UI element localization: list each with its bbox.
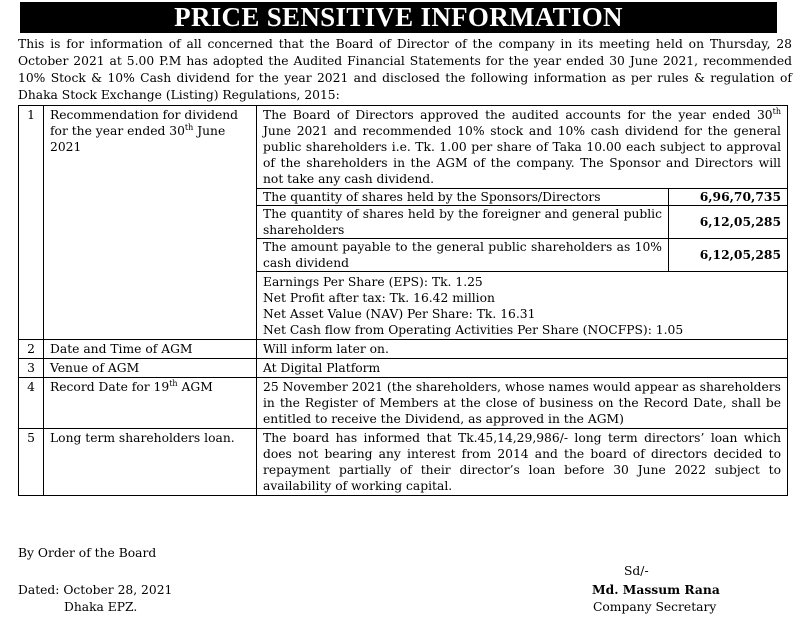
table-row bbox=[19, 359, 788, 378]
row-label: Venue of AGM bbox=[44, 359, 257, 378]
label-superscript: th bbox=[169, 378, 178, 388]
intro-paragraph: This is for information of all concerned that the Board of Director of the company in its meeting held on Thursday, 28 October 2021 at 5.00 P.M has adopted the Audited Financial Statements for the year ended 30 June 2021, recommended 10% Stock & 10% Cash dividend for the year 2021 and disclosed the following information as per rules & regulation of Dhaka Stock Exchange (Listing) Regulations, 2015: bbox=[18, 37, 792, 102]
table-row bbox=[19, 340, 788, 359]
row-description: Will inform later on. bbox=[257, 340, 788, 359]
shareholding-value: 6,12,05,285 bbox=[669, 239, 788, 272]
label-text: Recommendation for dividend for the year ended 30 bbox=[50, 108, 239, 138]
page-title: PRICE SENSITIVE INFORMATION bbox=[20, 2, 777, 33]
order-of-board: By Order of the Board bbox=[18, 546, 157, 560]
table-row bbox=[19, 106, 788, 340]
row-label: Date and Time of AGM bbox=[44, 340, 257, 359]
dated-line: Dated: October 28, 2021 bbox=[18, 583, 173, 597]
metric-line: Net Cash flow from Operating Activities Per Share (NOCFPS): 1.05 bbox=[263, 323, 684, 337]
label-text-end: June 2021 bbox=[50, 124, 226, 154]
row-label bbox=[44, 106, 257, 340]
shareholding-value: 6,96,70,735 bbox=[669, 189, 788, 206]
shareholding-table bbox=[257, 188, 787, 271]
shareholding-label: The amount payable to the general public shareholders as 10% cash dividend bbox=[257, 239, 669, 272]
financial-metrics bbox=[257, 271, 787, 338]
table-row bbox=[19, 429, 788, 496]
metric-line: Net Asset Value (NAV) Per Share: Tk. 16.31 bbox=[263, 307, 536, 321]
row-number: 4 bbox=[19, 378, 44, 429]
row-number: 3 bbox=[19, 359, 44, 378]
metric-line: Earnings Per Share (EPS): Tk. 1.25 bbox=[263, 275, 483, 289]
label-superscript: th bbox=[184, 122, 194, 132]
row-description: At Digital Platform bbox=[257, 359, 788, 378]
shareholding-label: The quantity of shares held by the Sponsors/Directors bbox=[257, 189, 669, 206]
label-text: Record Date for 19 bbox=[50, 380, 170, 394]
shareholding-row bbox=[257, 189, 787, 206]
signature-sd: Sd/- bbox=[624, 564, 649, 578]
disclosure-table bbox=[18, 105, 788, 496]
dividend-text bbox=[263, 107, 781, 187]
row-label bbox=[44, 378, 257, 429]
row-number: 5 bbox=[19, 429, 44, 496]
shareholding-label: The quantity of shares held by the foreigner and general public shareholders bbox=[257, 206, 669, 239]
signatory-designation: Company Secretary bbox=[593, 600, 717, 614]
shareholding-row bbox=[257, 239, 787, 272]
row-description bbox=[257, 106, 788, 340]
row-number: 2 bbox=[19, 340, 44, 359]
row-number: 1 bbox=[19, 106, 44, 340]
dividend-superscript: th bbox=[772, 106, 781, 116]
table-row bbox=[19, 378, 788, 429]
row-description: The board has informed that Tk.45,14,29,986/- long term directors’ loan which does not bearing any interest from 2014 and the board of directors decided to repayment partially of their director’s loan before 30 June 2022 subject to availability of working capital. bbox=[257, 429, 788, 496]
row-label: Long term shareholders loan. bbox=[44, 429, 257, 496]
shareholding-row bbox=[257, 206, 787, 239]
label-text-end: AGM bbox=[177, 380, 213, 394]
shareholding-value: 6,12,05,285 bbox=[669, 206, 788, 239]
dividend-text-start: The Board of Directors approved the audited accounts for the year ended 30 bbox=[263, 108, 773, 122]
signatory-name: Md. Massum Rana bbox=[592, 582, 720, 597]
metric-line: Net Profit after tax: Tk. 16.42 million bbox=[263, 291, 495, 305]
dividend-text-end: June 2021 and recommended 10% stock and 10% cash dividend for the general public shareholders i.e. Tk. 1.00 per share of Taka 10.00 each subject to approval of the shareholders in the AGM of the company. The Sponsor and Directors will not take any cash dividend. bbox=[263, 124, 781, 186]
row-description: 25 November 2021 (the shareholders, whose names would appear as shareholders in the Register of Members at the close of business on the Record Date, shall be entitled to receive the Dividend, as approved in the AGM) bbox=[257, 378, 788, 429]
place-line: Dhaka EPZ. bbox=[64, 600, 138, 614]
